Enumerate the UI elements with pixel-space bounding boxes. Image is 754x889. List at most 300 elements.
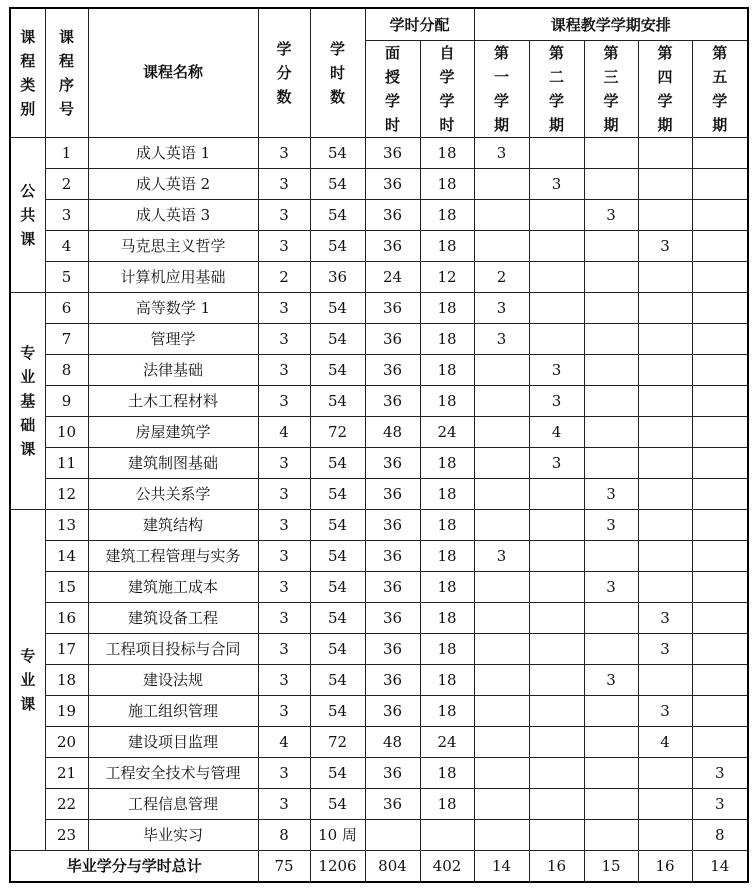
- row-sem2: [529, 509, 584, 540]
- row-sem5: [692, 726, 748, 757]
- row-sem2: [529, 478, 584, 509]
- row-self-study: 18: [420, 354, 474, 385]
- row-sem4: [638, 168, 692, 199]
- row-name: 管理学: [88, 323, 258, 354]
- row-credits: 4: [258, 726, 310, 757]
- table-row: [10, 137, 748, 168]
- total-row: [10, 850, 748, 882]
- row-hours: 54: [310, 323, 365, 354]
- row-sem2: 3: [529, 354, 584, 385]
- total-self-study: 402: [420, 850, 474, 882]
- row-name: 工程项目投标与合同: [88, 633, 258, 664]
- header-semester-group: 课程教学学期安排: [474, 8, 748, 40]
- row-sem3: 3: [584, 571, 638, 602]
- row-sem1: [474, 478, 529, 509]
- row-sem1: 3: [474, 137, 529, 168]
- row-hours: 54: [310, 602, 365, 633]
- row-credits: 3: [258, 323, 310, 354]
- table-row: [10, 292, 748, 323]
- header-self-study: 自学学时: [420, 40, 474, 137]
- row-lecture: 36: [365, 137, 420, 168]
- row-sem2: 4: [529, 416, 584, 447]
- row-seq: 17: [45, 633, 88, 664]
- total-sem1: 14: [474, 850, 529, 882]
- row-credits: 3: [258, 137, 310, 168]
- row-sem5: [692, 540, 748, 571]
- row-hours: 54: [310, 168, 365, 199]
- row-sem3: [584, 137, 638, 168]
- row-sem3: [584, 788, 638, 819]
- row-credits: 3: [258, 664, 310, 695]
- row-hours: 54: [310, 292, 365, 323]
- table-row: [10, 261, 748, 292]
- row-seq: 18: [45, 664, 88, 695]
- row-sem3: [584, 416, 638, 447]
- row-sem1: [474, 230, 529, 261]
- row-sem5: [692, 168, 748, 199]
- row-sem2: [529, 633, 584, 664]
- row-sem3: 3: [584, 478, 638, 509]
- table-row: [10, 540, 748, 571]
- row-name: 建设法规: [88, 664, 258, 695]
- table-row: [10, 385, 748, 416]
- row-hours: 54: [310, 385, 365, 416]
- row-lecture: 36: [365, 633, 420, 664]
- row-self-study: 18: [420, 292, 474, 323]
- row-sem3: [584, 633, 638, 664]
- row-lecture: 48: [365, 726, 420, 757]
- header-credits: 学分数: [258, 8, 310, 137]
- row-hours: 54: [310, 137, 365, 168]
- row-seq: 8: [45, 354, 88, 385]
- row-seq: 13: [45, 509, 88, 540]
- row-sem3: [584, 168, 638, 199]
- row-lecture: [365, 819, 420, 850]
- row-self-study: 18: [420, 788, 474, 819]
- row-sem3: [584, 292, 638, 323]
- row-sem2: 3: [529, 447, 584, 478]
- header-hours: 学时数: [310, 8, 365, 137]
- row-name: 高等数学 1: [88, 292, 258, 323]
- row-self-study: 18: [420, 664, 474, 695]
- row-seq: 5: [45, 261, 88, 292]
- row-sem1: 3: [474, 292, 529, 323]
- row-hours: 54: [310, 447, 365, 478]
- row-credits: 3: [258, 447, 310, 478]
- row-self-study: 18: [420, 695, 474, 726]
- row-sem5: [692, 137, 748, 168]
- row-credits: 3: [258, 602, 310, 633]
- row-sem3: [584, 447, 638, 478]
- row-lecture: 36: [365, 168, 420, 199]
- header-sem2: 第二学期: [529, 40, 584, 137]
- header-name: 课程名称: [88, 8, 258, 137]
- row-name: 马克思主义哲学: [88, 230, 258, 261]
- row-sem1: 3: [474, 540, 529, 571]
- row-seq: 19: [45, 695, 88, 726]
- row-sem2: [529, 726, 584, 757]
- row-sem5: [692, 385, 748, 416]
- row-self-study: 18: [420, 633, 474, 664]
- row-sem1: [474, 602, 529, 633]
- row-sem3: [584, 230, 638, 261]
- row-lecture: 36: [365, 292, 420, 323]
- row-seq: 22: [45, 788, 88, 819]
- row-sem5: [692, 633, 748, 664]
- row-sem4: [638, 757, 692, 788]
- header-category: 课程类别: [10, 8, 45, 137]
- row-self-study: 18: [420, 137, 474, 168]
- row-seq: 7: [45, 323, 88, 354]
- row-self-study: 18: [420, 385, 474, 416]
- table-row: [10, 199, 748, 230]
- header-sem1: 第一学期: [474, 40, 529, 137]
- row-sem5: [692, 354, 748, 385]
- row-sem3: 3: [584, 509, 638, 540]
- row-sem1: [474, 385, 529, 416]
- row-sem1: 2: [474, 261, 529, 292]
- row-sem5: [692, 199, 748, 230]
- row-sem1: [474, 447, 529, 478]
- total-sem3: 15: [584, 850, 638, 882]
- row-self-study: [420, 819, 474, 850]
- row-sem1: [474, 819, 529, 850]
- row-name: 建筑结构: [88, 509, 258, 540]
- row-credits: 3: [258, 292, 310, 323]
- row-hours: 54: [310, 199, 365, 230]
- table-row: [10, 602, 748, 633]
- row-sem2: 3: [529, 385, 584, 416]
- row-lecture: 36: [365, 323, 420, 354]
- table-row: [10, 571, 748, 602]
- row-seq: 3: [45, 199, 88, 230]
- row-sem5: [692, 416, 748, 447]
- row-self-study: 24: [420, 726, 474, 757]
- category-label: 专业课: [20, 646, 36, 713]
- row-sem1: [474, 354, 529, 385]
- row-name: 建筑设备工程: [88, 602, 258, 633]
- row-sem4: 4: [638, 726, 692, 757]
- category-cell: [10, 137, 45, 292]
- row-sem4: [638, 540, 692, 571]
- row-sem2: [529, 757, 584, 788]
- row-lecture: 36: [365, 354, 420, 385]
- header-seq: 课程序号: [45, 8, 88, 137]
- category-cell: [10, 509, 45, 850]
- row-sem3: 3: [584, 664, 638, 695]
- total-hours: 1206: [310, 850, 365, 882]
- row-hours: 54: [310, 509, 365, 540]
- row-name: 成人英语 1: [88, 137, 258, 168]
- row-name: 公共关系学: [88, 478, 258, 509]
- row-hours: 54: [310, 757, 365, 788]
- row-sem5: [692, 447, 748, 478]
- row-name: 毕业实习: [88, 819, 258, 850]
- row-hours: 72: [310, 726, 365, 757]
- row-lecture: 36: [365, 199, 420, 230]
- table-row: [10, 726, 748, 757]
- row-sem4: 3: [638, 230, 692, 261]
- row-sem2: [529, 819, 584, 850]
- row-seq: 15: [45, 571, 88, 602]
- row-name: 法律基础: [88, 354, 258, 385]
- row-lecture: 36: [365, 757, 420, 788]
- row-seq: 4: [45, 230, 88, 261]
- row-seq: 20: [45, 726, 88, 757]
- row-sem4: [638, 447, 692, 478]
- header-hours-group: 学时分配: [365, 8, 474, 40]
- row-sem1: [474, 695, 529, 726]
- row-sem1: [474, 633, 529, 664]
- table-row: [10, 354, 748, 385]
- row-sem2: [529, 602, 584, 633]
- row-lecture: 36: [365, 230, 420, 261]
- row-hours: 72: [310, 416, 365, 447]
- row-sem2: [529, 137, 584, 168]
- row-self-study: 18: [420, 757, 474, 788]
- row-sem3: [584, 261, 638, 292]
- total-sem5: 14: [692, 850, 748, 882]
- row-credits: 3: [258, 168, 310, 199]
- row-sem4: [638, 478, 692, 509]
- row-name: 建筑施工成本: [88, 571, 258, 602]
- row-name: 工程信息管理: [88, 788, 258, 819]
- row-sem1: [474, 664, 529, 695]
- row-lecture: 36: [365, 509, 420, 540]
- row-sem4: 3: [638, 633, 692, 664]
- row-sem3: [584, 540, 638, 571]
- row-self-study: 12: [420, 261, 474, 292]
- table-row: [10, 788, 748, 819]
- row-sem5: [692, 571, 748, 602]
- row-credits: 3: [258, 633, 310, 664]
- total-sem2: 16: [529, 850, 584, 882]
- row-seq: 12: [45, 478, 88, 509]
- header-sem4: 第四学期: [638, 40, 692, 137]
- row-lecture: 48: [365, 416, 420, 447]
- row-credits: 3: [258, 571, 310, 602]
- table-row: [10, 416, 748, 447]
- row-credits: 3: [258, 478, 310, 509]
- header-lecture: 面授学时: [365, 40, 420, 137]
- row-self-study: 18: [420, 230, 474, 261]
- row-sem5: [692, 664, 748, 695]
- row-sem3: [584, 695, 638, 726]
- row-credits: 3: [258, 385, 310, 416]
- row-credits: 4: [258, 416, 310, 447]
- row-sem4: 3: [638, 695, 692, 726]
- row-name: 施工组织管理: [88, 695, 258, 726]
- row-sem1: [474, 416, 529, 447]
- row-sem3: [584, 323, 638, 354]
- row-credits: 3: [258, 199, 310, 230]
- row-sem5: 3: [692, 757, 748, 788]
- row-self-study: 18: [420, 447, 474, 478]
- row-lecture: 36: [365, 540, 420, 571]
- row-seq: 10: [45, 416, 88, 447]
- row-seq: 23: [45, 819, 88, 850]
- row-sem4: [638, 137, 692, 168]
- row-hours: 54: [310, 478, 365, 509]
- row-sem4: [638, 323, 692, 354]
- row-lecture: 36: [365, 478, 420, 509]
- row-hours: 54: [310, 540, 365, 571]
- row-hours: 54: [310, 571, 365, 602]
- row-sem3: [584, 602, 638, 633]
- table-row: [10, 447, 748, 478]
- row-self-study: 18: [420, 323, 474, 354]
- row-sem4: [638, 199, 692, 230]
- row-hours: 54: [310, 788, 365, 819]
- table-body: [10, 137, 748, 850]
- row-sem3: [584, 354, 638, 385]
- row-sem5: [692, 478, 748, 509]
- table-row: [10, 230, 748, 261]
- row-name: 计算机应用基础: [88, 261, 258, 292]
- row-name: 建设项目监理: [88, 726, 258, 757]
- row-lecture: 36: [365, 695, 420, 726]
- row-sem3: 3: [584, 199, 638, 230]
- table-row: [10, 168, 748, 199]
- row-self-study: 18: [420, 478, 474, 509]
- row-lecture: 24: [365, 261, 420, 292]
- table-row: [10, 323, 748, 354]
- row-sem3: [584, 726, 638, 757]
- curriculum-table: [9, 7, 749, 883]
- row-sem5: 3: [692, 788, 748, 819]
- row-seq: 2: [45, 168, 88, 199]
- row-credits: 3: [258, 354, 310, 385]
- row-sem2: [529, 788, 584, 819]
- row-credits: 3: [258, 788, 310, 819]
- row-hours: 54: [310, 695, 365, 726]
- row-hours: 54: [310, 354, 365, 385]
- row-hours: 10 周: [310, 819, 365, 850]
- row-name: 成人英语 3: [88, 199, 258, 230]
- row-sem5: [692, 509, 748, 540]
- category-label: 公共课: [20, 181, 36, 248]
- total-lecture: 804: [365, 850, 420, 882]
- row-lecture: 36: [365, 788, 420, 819]
- total-sem4: 16: [638, 850, 692, 882]
- row-seq: 21: [45, 757, 88, 788]
- row-sem2: [529, 199, 584, 230]
- row-hours: 54: [310, 633, 365, 664]
- row-sem2: [529, 695, 584, 726]
- row-hours: 54: [310, 664, 365, 695]
- row-credits: 2: [258, 261, 310, 292]
- table-row: [10, 633, 748, 664]
- row-sem4: [638, 354, 692, 385]
- row-sem1: [474, 788, 529, 819]
- row-sem4: [638, 788, 692, 819]
- row-sem2: [529, 664, 584, 695]
- row-name: 成人英语 2: [88, 168, 258, 199]
- row-name: 工程安全技术与管理: [88, 757, 258, 788]
- row-sem5: [692, 292, 748, 323]
- row-sem4: [638, 664, 692, 695]
- row-sem5: [692, 602, 748, 633]
- total-credits: 75: [258, 850, 310, 882]
- row-lecture: 36: [365, 664, 420, 695]
- row-sem1: [474, 509, 529, 540]
- row-lecture: 36: [365, 602, 420, 633]
- row-sem5: [692, 230, 748, 261]
- row-seq: 9: [45, 385, 88, 416]
- row-sem3: [584, 757, 638, 788]
- row-credits: 3: [258, 757, 310, 788]
- table-row: [10, 695, 748, 726]
- row-self-study: 24: [420, 416, 474, 447]
- row-lecture: 36: [365, 385, 420, 416]
- row-sem2: [529, 230, 584, 261]
- row-sem5: [692, 695, 748, 726]
- row-sem4: [638, 416, 692, 447]
- row-sem3: [584, 819, 638, 850]
- row-sem4: 3: [638, 602, 692, 633]
- row-sem4: [638, 261, 692, 292]
- header-sem5: 第五学期: [692, 40, 748, 137]
- row-credits: 3: [258, 509, 310, 540]
- row-seq: 14: [45, 540, 88, 571]
- table-row: [10, 478, 748, 509]
- row-sem3: [584, 385, 638, 416]
- category-label: 专业基础课: [20, 343, 36, 458]
- table-row: [10, 509, 748, 540]
- row-seq: 6: [45, 292, 88, 323]
- row-sem4: [638, 385, 692, 416]
- row-name: 建筑工程管理与实务: [88, 540, 258, 571]
- row-credits: 3: [258, 695, 310, 726]
- row-sem5: [692, 261, 748, 292]
- row-sem1: [474, 168, 529, 199]
- table-row: [10, 664, 748, 695]
- category-cell: [10, 292, 45, 509]
- row-sem4: [638, 509, 692, 540]
- row-sem1: [474, 199, 529, 230]
- row-sem1: [474, 726, 529, 757]
- row-sem4: [638, 292, 692, 323]
- row-seq: 1: [45, 137, 88, 168]
- row-sem2: [529, 540, 584, 571]
- row-sem2: [529, 261, 584, 292]
- row-sem2: 3: [529, 168, 584, 199]
- row-lecture: 36: [365, 447, 420, 478]
- row-self-study: 18: [420, 571, 474, 602]
- row-hours: 36: [310, 261, 365, 292]
- row-sem2: [529, 292, 584, 323]
- row-sem1: [474, 571, 529, 602]
- row-self-study: 18: [420, 199, 474, 230]
- row-credits: 3: [258, 230, 310, 261]
- row-sem4: [638, 819, 692, 850]
- row-lecture: 36: [365, 571, 420, 602]
- table-row: [10, 819, 748, 850]
- row-sem5: 8: [692, 819, 748, 850]
- row-seq: 11: [45, 447, 88, 478]
- row-name: 建筑制图基础: [88, 447, 258, 478]
- row-hours: 54: [310, 230, 365, 261]
- row-name: 土木工程材料: [88, 385, 258, 416]
- row-sem2: [529, 323, 584, 354]
- row-sem5: [692, 323, 748, 354]
- header-sem3: 第三学期: [584, 40, 638, 137]
- row-sem2: [529, 571, 584, 602]
- row-sem1: [474, 757, 529, 788]
- row-credits: 3: [258, 540, 310, 571]
- row-sem1: 3: [474, 323, 529, 354]
- row-name: 房屋建筑学: [88, 416, 258, 447]
